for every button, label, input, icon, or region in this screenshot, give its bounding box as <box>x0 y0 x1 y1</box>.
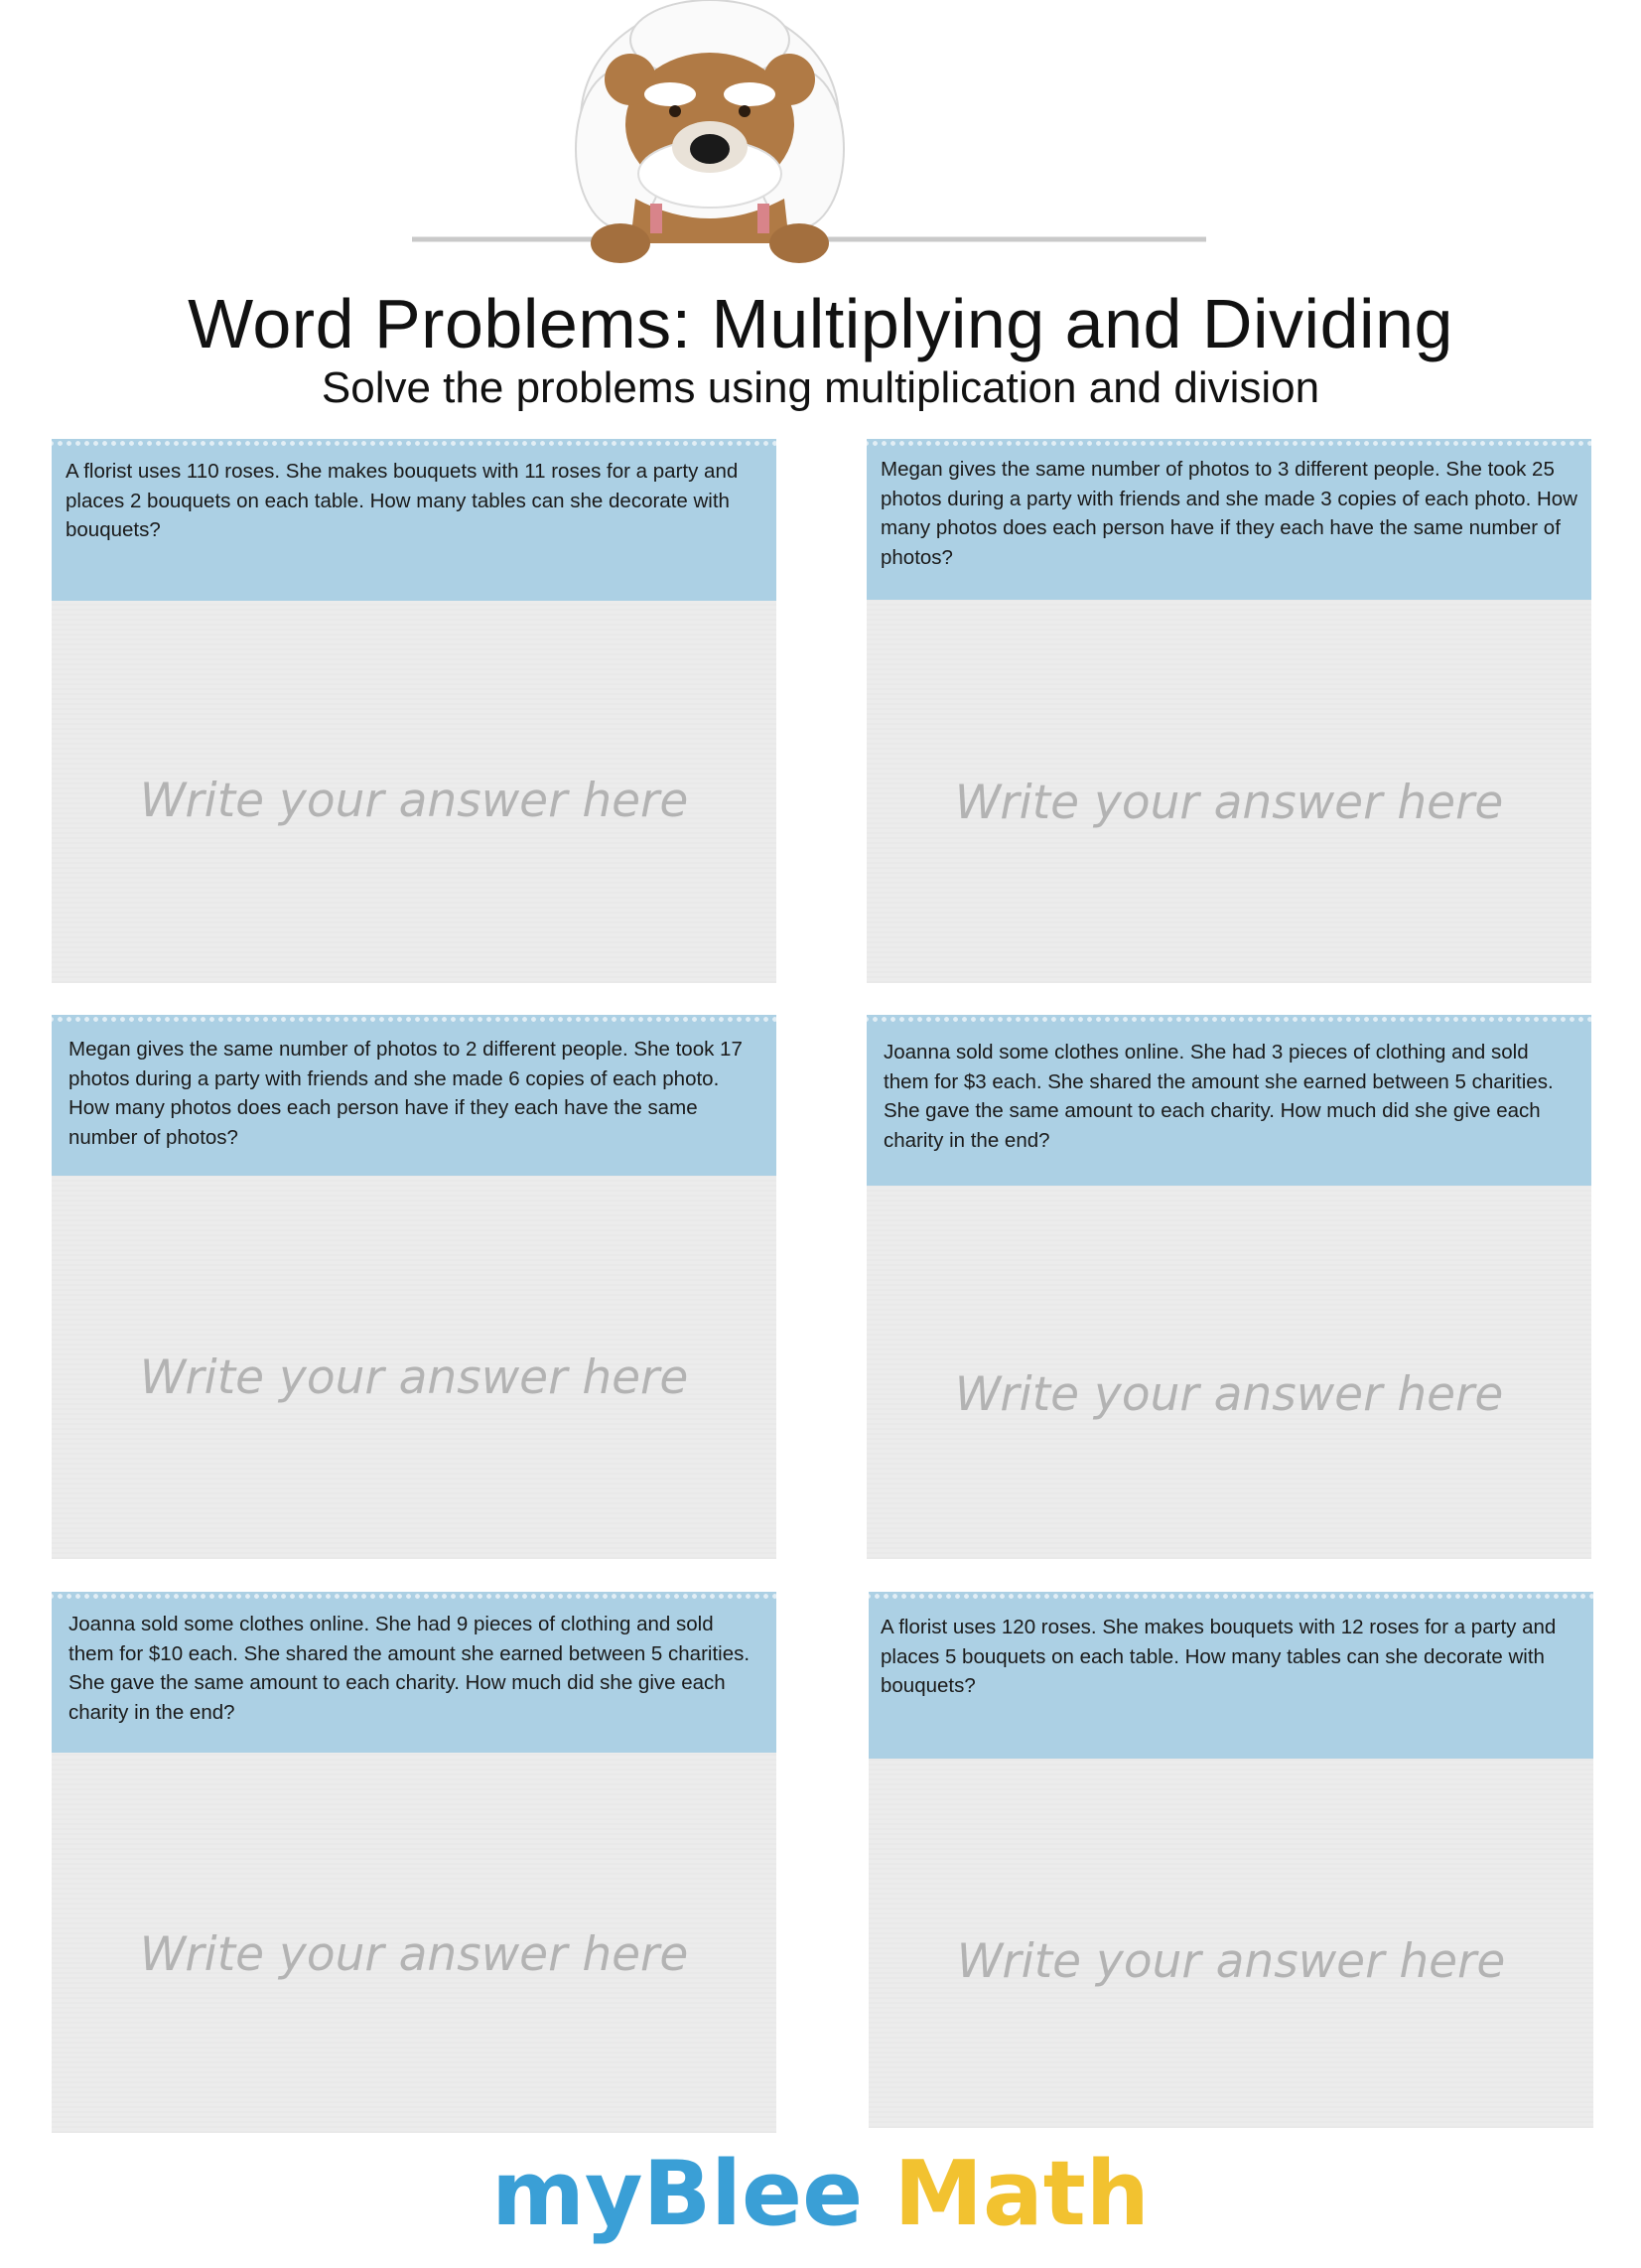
problem-question: Megan gives the same number of photos to 2 different people. She took 17 photos during a party with friends and she made 6 copies of each photo. How many photos does each person have if they each have the same number of photos? <box>52 1015 776 1176</box>
mascot-illustration <box>407 0 1231 278</box>
answer-field[interactable]: Write your answer here <box>139 774 689 828</box>
myblee-math-logo <box>0 2142 1641 2246</box>
page-title: Word Problems: Multiplying and Dividing <box>188 285 1453 362</box>
problem-question: Joanna sold some clothes online. She had 3 pieces of clothing and sold them for $3 each. She shared the amount she earned between 5 charities. She gave the same amount to each charity. How much did she give each charity in the end? <box>867 1015 1591 1186</box>
logo-text-math: Math <box>893 2142 1150 2246</box>
problem-card <box>867 439 1591 983</box>
answer-field[interactable]: Write your answer here <box>956 1934 1506 1989</box>
problem-card <box>52 1592 776 2133</box>
problem-question: A florist uses 110 roses. She makes bouquets with 11 roses for a party and places 2 bouquets on each table. How many tables can she decorate with bouquets? <box>52 439 776 601</box>
problem-card <box>867 1015 1591 1559</box>
problem-card <box>869 1592 1593 2128</box>
page-subtitle: Solve the problems using multiplication and division <box>321 363 1320 412</box>
problem-card <box>52 439 776 983</box>
answer-field[interactable]: Write your answer here <box>139 1350 689 1405</box>
problem-question: Megan gives the same number of photos to 3 different people. She took 25 photos during a party with friends and she made 3 copies of each photo. How many photos does each person have if they each have the same number of photos? <box>867 439 1591 600</box>
answer-field[interactable]: Write your answer here <box>139 1927 689 1982</box>
problem-card <box>52 1015 776 1559</box>
answer-field[interactable]: Write your answer here <box>954 776 1504 830</box>
problem-question: A florist uses 120 roses. She makes bouquets with 12 roses for a party and places 5 bouquets on each table. How many tables can she decorate with bouquets? <box>869 1592 1593 1759</box>
logo-text-myblee: myBlee <box>491 2142 864 2246</box>
answer-field[interactable]: Write your answer here <box>954 1367 1504 1422</box>
problem-question: Joanna sold some clothes online. She had 9 pieces of clothing and sold them for $10 each. She shared the amount she earned between 5 charities. She gave the same amount to each charity. How much did she give each charity in the end? <box>52 1592 776 1753</box>
